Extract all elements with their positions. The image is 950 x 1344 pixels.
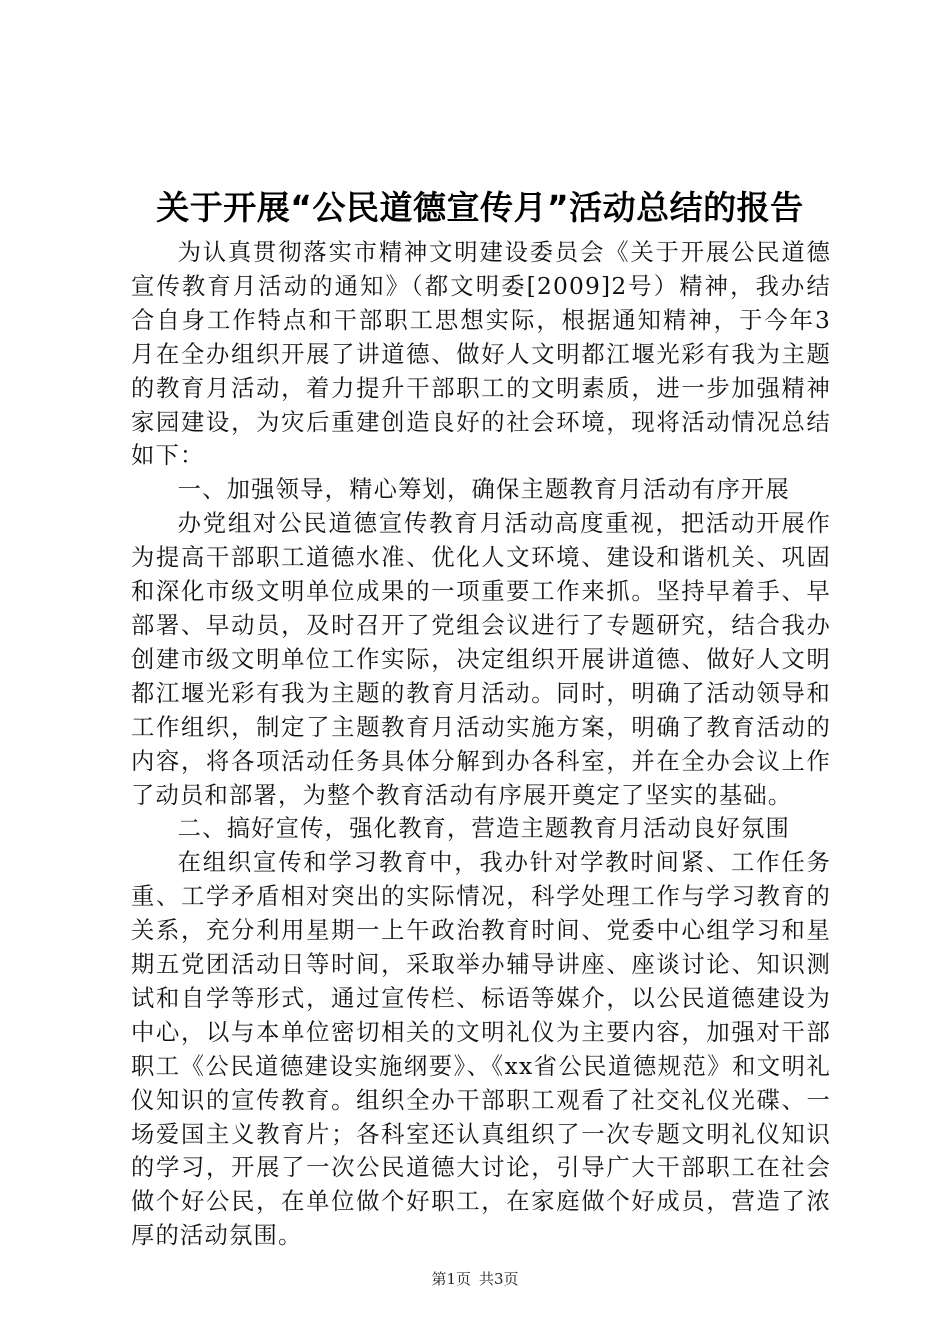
- page-total: 共3页: [479, 1270, 519, 1288]
- section-1-paragraph: 办党组对公民道德宣传教育月活动高度重视，把活动开展作为提高干部职工道德水准、优化人文环境、建设和谐机关、巩固和深化市级文明单位成果的一项重要工作来抓。坚持早着手、早部署、早动员，及时召开了党组会议进行了专题研究，结合我办创建市级文明单位工作实际，决定组织开展讲道德、做好人文明都江堰光彩有我为主题的教育月活动。同时，明确了活动领导和工作组织，制定了主题教育月活动实施方案，明确了教育活动的内容，将各项活动任务具体分解到办各科室，并在全办会议上作了动员和部署，为整个教育活动有序展开奠定了坚实的基础。: [131, 510, 831, 809]
- document-title: 关于开展“公民道德宣传月”活动总结的报告: [156, 188, 804, 227]
- section-heading-1: 一、加强领导，精心筹划，确保主题教育月活动有序开展: [177, 476, 791, 504]
- page-footer: [0, 1269, 950, 1289]
- page-number: 第1页: [431, 1270, 471, 1288]
- intro-paragraph: 为认真贯彻落实市精神文明建设委员会《关于开展公民道德宣传教育月活动的通知》（都文明委[2009]2号）精神，我办结合自身工作特点和干部职工思想实际，根据通知精神，于今年3月在全办组织开展了讲道德、做好人文明都江堰光彩有我为主题的教育月活动，着力提升干部职工的文明素质，进一步加强精神家园建设，为灾后重建创造良好的社会环境，现将活动情况总结如下：: [131, 239, 831, 470]
- section-heading-2: 二、搞好宣传，强化教育，营造主题教育月活动良好氛围: [177, 815, 791, 843]
- section-2-paragraph: 在组织宣传和学习教育中，我办针对学教时间紧、工作任务重、工学矛盾相对突出的实际情况，科学处理工作与学习教育的关系，充分利用星期一上午政治教育时间、党委中心组学习和星期五党团活动日等时间，采取举办辅导讲座、座谈讨论、知识测试和自学等形式，通过宣传栏、标语等媒介，以公民道德建设为中心，以与本单位密切相关的文明礼仪为主要内容，加强对干部职工《公民道德建设实施纲要》、《xx省公民道德规范》和文明礼仪知识的宣传教育。组织全办干部职工观看了社交礼仪光碟、一场爱国主义教育片；各科室还认真组织了一次专题文明礼仪知识的学习，开展了一次公民道德大讨论，引导广大干部职工在社会做个好公民，在单位做个好职工，在家庭做个好成员，营造了浓厚的活动氛围。: [131, 849, 831, 1250]
- document-body: [131, 236, 831, 1253]
